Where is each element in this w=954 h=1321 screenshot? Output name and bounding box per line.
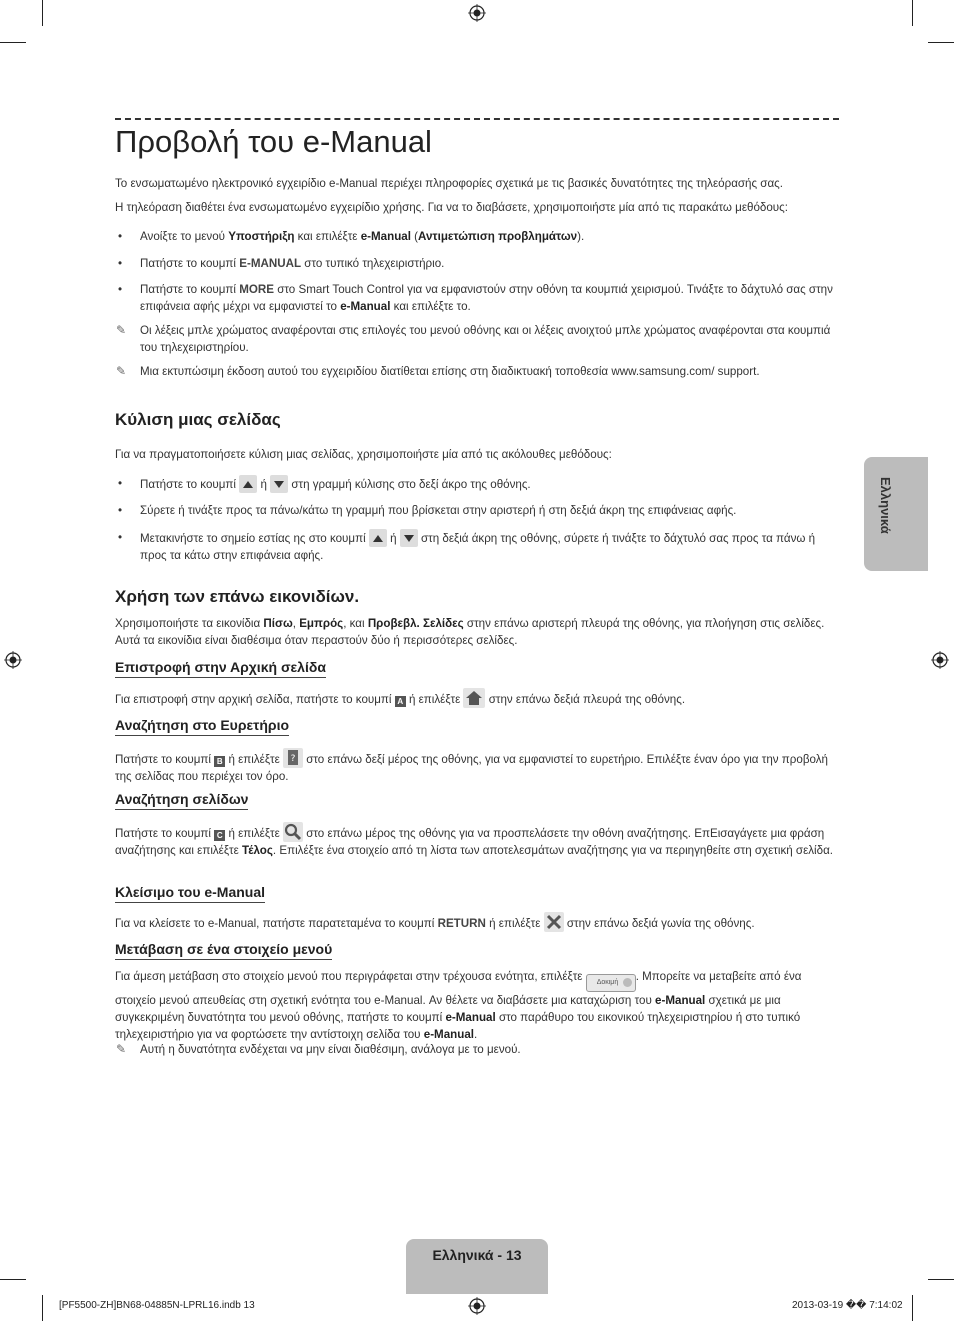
crop-mark	[928, 42, 954, 43]
scroll-item: Πατήστε το κουμπί ή στη γραμμή κύλισης στο δεξί άκρο της οθόνης.	[140, 475, 840, 493]
subsection-text: Για άμεση μετάβαση στο στοιχείο μενού που περιγράφεται στην τρέχουσα ενότητα, επιλέξτε Δοκιμή . Μπορείτε να μεταβείτε από ένα στοιχείο μενού απευθείας στη σχετική ενότητα του e-Manual. Αν θέλετε να διαβάσετε μια καταχώριση του e-Manual σχετικά με μια συγκεκριμένη δυνατότητα του μενού οθόνης, πατήστε το κουμπί e-Manual στο παράθυρο του εικονικού τηλεχειριστηρίου ή στο τυπικό τηλεχειριστήριο για να φορτώσετε την αντίστοιχη σελίδα του e-Manual.	[115, 970, 802, 1041]
section-heading: Κύλιση μιας σελίδας	[115, 410, 281, 429]
a-key-icon: A	[395, 696, 406, 707]
subsection-heading: Κλείσιμο του e-Manual	[115, 884, 265, 903]
b-key-icon: B	[214, 756, 225, 767]
method-item: Πατήστε το κουμπί MORE στο Smart Touch Control για να εμφανιστούν στην οθόνη τα κουμπιά χειρισμού. Τινάξτε το δάχτυλό σας στην επιφάνεια αφής μέχρι να εμφανιστεί το e-Manual και επιλέξτε το.	[140, 283, 833, 313]
intro-paragraph: Το ενσωματωμένο ηλεκτρονικό εγχειρίδιο e-Manual περιέχει πληροφορίες σχετικά με τις βασικές δυνατότητες της τηλεόρασής σας.	[115, 177, 783, 190]
registration-mark-icon	[931, 651, 949, 669]
svg-text:?: ?	[290, 754, 296, 764]
note-pencil-icon: ✎	[116, 1042, 127, 1056]
c-key-icon: C	[214, 830, 225, 841]
bullet: •	[118, 504, 123, 517]
crop-mark	[0, 42, 26, 43]
try-now-button-icon: Δοκιμή	[586, 974, 636, 992]
section-intro: Για να πραγματοποιήσετε κύλιση μιας σελίδας, χρησιμοποιήστε μία από τις ακόλουθες μεθόδους:	[115, 448, 612, 461]
footer-timestamp: 2013-03-19 �� 7:14:02	[792, 1300, 903, 1311]
section-heading: Χρήση των επάνω εικονιδίων.	[115, 587, 360, 606]
note-text: Οι λέξεις μπλε χρώματος αναφέρονται στις επιλογές του μενού οθόνης και οι λέξεις ανοιχτού μπλε χρώματος αναφέρονται στα κουμπιά του τηλεχειριστηρίου.	[140, 324, 831, 354]
search-icon	[283, 822, 303, 842]
bullet: •	[118, 531, 123, 544]
language-side-tab: Ελληνικά	[864, 457, 928, 571]
home-icon	[463, 688, 485, 708]
index-icon	[283, 748, 303, 768]
scroll-up-icon	[369, 529, 387, 547]
subsection-text: Για επιστροφή στην αρχική σελίδα, πατήστε το κουμπί A ή επιλέξτε στην επάνω δεξιά πλευρά της οθόνης.	[115, 688, 840, 708]
note-pencil-icon: ✎	[116, 323, 127, 337]
scroll-item: Μετακινήστε το σημείο εστίας ης στο κουμπί ή στη δεξιά άκρη της οθόνης, σύρετε ή τινάξτε το δάχτυλό σας προς τα πάνω ή προς τα κάτω στην επιφάνεια αφής.	[140, 529, 840, 564]
method-item: Ανοίξτε το μενού Υποστήριξη και επιλέξτε e-Manual (Αντιμετώπιση προβλημάτων).	[140, 230, 585, 243]
bullet: •	[118, 283, 123, 296]
crop-mark	[928, 1279, 954, 1280]
close-icon	[544, 912, 564, 932]
crop-mark	[42, 1295, 43, 1321]
registration-mark-icon	[468, 1297, 486, 1315]
footer-file-info: [PF5500-ZH]BN68-04885N-LPRL16.indb 13	[59, 1300, 255, 1311]
registration-mark-icon	[468, 4, 486, 22]
section-intro: Χρησιμοποιήστε τα εικονίδια Πίσω, Εμπρός, και Προβεβλ. Σελίδες στην επάνω αριστερή πλευρά της οθόνης, για πλοήγηση στις σελίδες. Αυτά τα εικονίδια είναι διαθέσιμα όταν περαστούν δύο ή περισσότερες σελίδες.	[115, 617, 825, 647]
scroll-up-icon	[239, 475, 257, 493]
bullet: •	[118, 477, 123, 490]
method-item: Πατήστε το κουμπί E-MANUAL στο τυπικό τηλεχειριστήριο.	[140, 257, 445, 270]
intro-paragraph: Η τηλεόραση διαθέτει ένα ενσωματωμένο εγχειρίδιο χρήσης. Για να το διαβάσετε, χρησιμοποιήστε μία από τις παρακάτω μεθόδους:	[115, 201, 788, 214]
crop-mark	[912, 0, 913, 26]
crop-mark	[0, 1279, 26, 1280]
subsection-heading: Επιστροφή στην Αρχική σελίδα	[115, 659, 326, 678]
scroll-down-icon	[400, 529, 418, 547]
subsection-heading: Αναζήτηση στο Ευρετήριο	[115, 717, 289, 736]
subsection-text: Πατήστε το κουμπί B ή επιλέξτε ? στο επάνω δεξί μέρος της οθόνης, για να εμφανιστεί το ευρετήριο. Επιλέξτε έναν όρο για την προβολή της σελίδας που περιέχει τον όρο.	[115, 748, 840, 785]
crop-mark	[912, 1295, 913, 1321]
registration-mark-icon	[4, 651, 22, 669]
subsection-heading: Αναζήτηση σελίδων	[115, 791, 248, 810]
page-title: Προβολή του e-Manual	[115, 124, 432, 159]
subsection-text: Πατήστε το κουμπί C ή επιλέξτε στο επάνω μέρος της οθόνης για να προσπελάσετε την οθόνη αναζήτησης. ΕπΕισαγάγετε μια φράση αναζήτησης και επιλέξτε Τέλος. Επιλέξτε ένα στοιχείο από τη λίστα των αποτελεσμάτων αναζήτησης για να περιηγηθείτε στη σχετική σελίδα.	[115, 822, 840, 859]
bullet: •	[118, 230, 123, 243]
subsection-text: Για να κλείσετε το e-Manual, πατήστε παρατεταμένα το κουμπί RETURN ή επιλέξτε στην επάνω δεξιά γωνία της οθόνης.	[115, 912, 840, 932]
scroll-item: Σύρετε ή τινάξτε προς τα πάνω/κάτω τη γραμμή που βρίσκεται στην αριστερή ή στη δεξιά άκρη της επιφάνειας αφής.	[140, 504, 737, 517]
scroll-down-icon	[270, 475, 288, 493]
note-text: Μια εκτυπώσιμη έκδοση αυτού του εγχειριδίου διατίθεται επίσης στη διαδικτυακή τοποθεσία www.samsung.com/ support.	[140, 365, 760, 378]
note-pencil-icon: ✎	[116, 364, 127, 378]
page-number: Ελληνικά - 13	[406, 1239, 548, 1294]
bullet: •	[118, 257, 123, 270]
note-text: Αυτή η δυνατότητα ενδέχεται να μην είναι διαθέσιμη, ανάλογα με το μενού.	[140, 1043, 521, 1056]
crop-mark	[42, 0, 43, 26]
dashed-rule	[115, 118, 839, 120]
subsection-heading: Μετάβαση σε ένα στοιχείο μενού	[115, 941, 332, 960]
